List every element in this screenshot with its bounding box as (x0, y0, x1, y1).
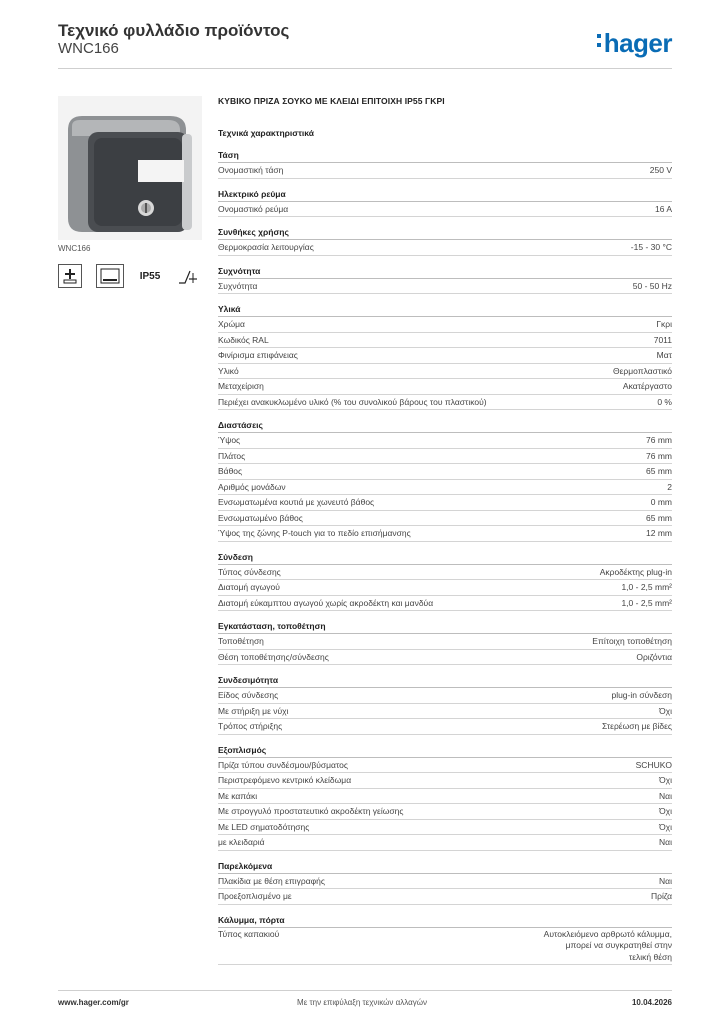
spec-value: 65 mm (646, 466, 672, 476)
spec-section (218, 227, 672, 256)
spec-value: 2 (667, 481, 672, 492)
spec-value: Πρίζα (651, 891, 672, 901)
spec-row (218, 526, 672, 542)
section-heading: Παρελκόμενα (218, 861, 672, 874)
hager-logo (597, 28, 672, 59)
spec-label: Χρώμα (218, 319, 245, 329)
spec-label: Πλακίδια με θέση επιγραφής (218, 875, 325, 886)
footer-date: 10.04.2026 (631, 998, 672, 1007)
spec-section (218, 621, 672, 665)
spec-row (218, 163, 672, 179)
product-code: WNC166 (58, 40, 119, 57)
footer-divider (58, 990, 672, 991)
spec-value: Όχι (659, 821, 672, 832)
product-image (58, 96, 202, 240)
spec-row (218, 704, 672, 720)
spec-row (218, 688, 672, 704)
spec-value: Ακροδέκτης plug-in (599, 566, 672, 577)
spec-row (218, 433, 672, 449)
spec-row (218, 835, 672, 851)
section-heading: Εγκατάσταση, τοποθέτηση (218, 621, 672, 634)
spec-label: Περιστρεφόμενο κεντρικό κλείδωμα (218, 775, 352, 785)
section-heading: Διαστάσεις (218, 420, 672, 433)
spec-label: Μεταχείριση (218, 381, 264, 391)
spec-label: Φινίρισμα επιφάνειας (218, 350, 298, 360)
surface-mount-icon (96, 264, 124, 288)
spec-label: Τύπος καπακιού (218, 928, 280, 939)
spec-value: 1,0 - 2,5 mm² (621, 597, 672, 608)
spec-label: Τοποθέτηση (218, 636, 264, 646)
spec-label: Βάθος (218, 466, 243, 476)
spec-label: Κωδικός RAL (218, 334, 269, 345)
spec-row (218, 379, 672, 395)
spec-value: 76 mm (646, 435, 672, 445)
spec-row (218, 317, 672, 333)
footer-website[interactable]: www.hager.com/gr (58, 998, 129, 1007)
product-title: ΚΥΒΙΚΟ ΠΡΙΖΑ ΣΟΥΚΟ ΜΕ ΚΛΕΙΔΙ ΕΠΙΤΟΙΧΗ IP55 ΓΚΡΙ (218, 96, 445, 106)
spec-value: 250 V (649, 165, 672, 175)
spec-value: 1,0 - 2,5 mm² (621, 582, 672, 592)
spec-value: 12 mm (646, 528, 672, 538)
logo-mark-icon (597, 34, 602, 52)
spec-value: 65 mm (646, 512, 672, 523)
spec-value: Επίτοιχη τοποθέτηση (592, 636, 672, 646)
spec-value: Όχι (659, 806, 672, 816)
spec-row (218, 495, 672, 511)
spec-value: 50 - 50 Hz (632, 280, 672, 291)
spec-row (218, 634, 672, 650)
grounding-plug-icon (58, 264, 82, 288)
document-title: Τεχνικό φυλλάδιο προϊόντος (58, 21, 290, 40)
spec-label: Διατομή εύκαμπτου αγωγού χωρίς ακροδέκτη και μανδύα (218, 597, 434, 608)
spec-label: Είδος σύνδεσης (218, 690, 279, 700)
spec-row (218, 348, 672, 364)
spec-value: SCHUKO (635, 759, 672, 770)
spec-section (218, 420, 672, 542)
spec-row (218, 773, 672, 789)
spec-content (218, 96, 672, 975)
spec-value: Ναι (659, 790, 672, 801)
spec-value: Όχι (659, 705, 672, 716)
spec-row (218, 240, 672, 256)
footer-notice: Με την επιφύλαξη τεχνικών αλλαγών (297, 998, 427, 1007)
spec-value: Ναι (659, 875, 672, 886)
spec-row (218, 719, 672, 735)
spec-row (218, 395, 672, 411)
spec-value: Στερέωση με βίδες (601, 721, 672, 731)
spec-section (218, 861, 672, 905)
spec-label: Ονομαστική τάση (218, 165, 284, 175)
spec-row (218, 874, 672, 890)
spec-label: Περιέχει ανακυκλωμένο υλικό (% του συνολικού βάρους του πλαστικού) (218, 396, 487, 407)
section-heading: Τάση (218, 150, 672, 163)
spec-label: Ενσωματωμένο βάθος (218, 512, 303, 523)
logo-text: hager (603, 28, 672, 58)
spec-value: Αυτοκλειόμενο αρθρωτό κάλυμμα, μπορεί να συγκρατηθεί στην τελική θέση (543, 928, 672, 962)
spec-row (218, 464, 672, 480)
section-heading: Εξοπλισμός (218, 745, 672, 758)
spec-value: 7011 (653, 334, 672, 345)
spec-label: Συχνότητα (218, 280, 258, 291)
image-caption: WNC166 (58, 244, 91, 253)
spec-section (218, 675, 672, 735)
spec-row (218, 889, 672, 905)
spec-value: Ακατέργαστο (622, 381, 672, 391)
spec-row (218, 789, 672, 805)
spec-section (218, 189, 672, 218)
spec-row (218, 758, 672, 774)
section-heading: Συνθήκες χρήσης (218, 227, 672, 240)
spec-value: 76 mm (646, 450, 672, 461)
spec-value: Οριζόντια (636, 651, 672, 662)
ip55-icon: IP55 (139, 270, 161, 282)
spec-label: Τύπος σύνδεσης (218, 566, 281, 577)
spec-label: Θερμοκρασία λειτουργίας (218, 242, 314, 252)
spec-row (218, 650, 672, 666)
feature-icons (58, 264, 200, 288)
spec-section (218, 915, 672, 966)
spec-value: Θερμοπλαστικό (612, 365, 672, 376)
spec-row (218, 449, 672, 465)
section-heading: Κάλυμμα, πόρτα (218, 915, 672, 928)
spec-row (218, 279, 672, 295)
spec-label: Πλάτος (218, 450, 246, 461)
spec-section (218, 150, 672, 179)
spec-label: Με LED σηματοδότησης (218, 821, 310, 832)
section-heading: Συχνότητα (218, 266, 672, 279)
spec-value: plug-in σύνδεση (611, 690, 672, 700)
spec-label: με κλειδαριά (218, 837, 265, 847)
spec-row (218, 333, 672, 349)
section-heading: Υλικά (218, 304, 672, 317)
spec-section (218, 745, 672, 851)
spec-row (218, 202, 672, 218)
spec-section (218, 304, 672, 410)
spec-section (218, 266, 672, 295)
section-heading: Συνδεσιμότητα (218, 675, 672, 688)
spec-label: Υλικό (218, 365, 239, 376)
spec-label: Προεξοπλισμένο με (218, 891, 292, 901)
spec-row (218, 804, 672, 820)
spec-label: Πρίζα τύπου συνδέσμου/βύσματος (218, 759, 349, 770)
spec-value: Ναι (659, 837, 672, 847)
spec-label: Με στήριξη με νύχι (218, 705, 289, 716)
spec-row (218, 596, 672, 612)
spec-value: Όχι (659, 775, 672, 785)
section-heading: Σύνδεση (218, 552, 672, 565)
spec-value: -15 - 30 °C (630, 242, 672, 252)
spec-section (218, 552, 672, 612)
spec-label: Ύψος (218, 435, 241, 445)
key-switch-icon (176, 264, 200, 288)
spec-label: Θέση τοποθέτησης/σύνδεσης (218, 651, 329, 662)
spec-value: 0 % (657, 396, 672, 407)
spec-sections (218, 150, 672, 965)
spec-row (218, 820, 672, 836)
spec-row (218, 480, 672, 496)
section-heading: Ηλεκτρικό ρεύμα (218, 189, 672, 202)
spec-value: Ματ (656, 350, 672, 360)
spec-row (218, 565, 672, 581)
spec-label: Αριθμός μονάδων (218, 481, 286, 492)
spec-label: Ονομαστικό ρεύμα (218, 203, 289, 214)
spec-label: Με καπάκι (218, 790, 258, 801)
spec-row (218, 580, 672, 596)
tech-heading: Τεχνικά χαρακτηριστικά (218, 128, 314, 138)
spec-label: Με στρογγυλό προστατευτικό ακροδέκτη γείωσης (218, 806, 404, 816)
spec-label: Τρόπος στήριξης (218, 721, 283, 731)
header-divider (58, 68, 672, 69)
spec-row (218, 928, 672, 966)
spec-row (218, 364, 672, 380)
spec-label: Διατομή αγωγού (218, 582, 280, 592)
spec-value: Γκρι (656, 319, 672, 329)
spec-label: Ενσωματωμένα κουτιά με χωνευτό βάθος (218, 497, 375, 507)
spec-value: 16 A (654, 203, 672, 214)
spec-label: Ύψος της ζώνης P-touch για το πεδίο επισήμανσης (218, 528, 411, 538)
spec-row (218, 511, 672, 527)
spec-value: 0 mm (650, 497, 672, 507)
